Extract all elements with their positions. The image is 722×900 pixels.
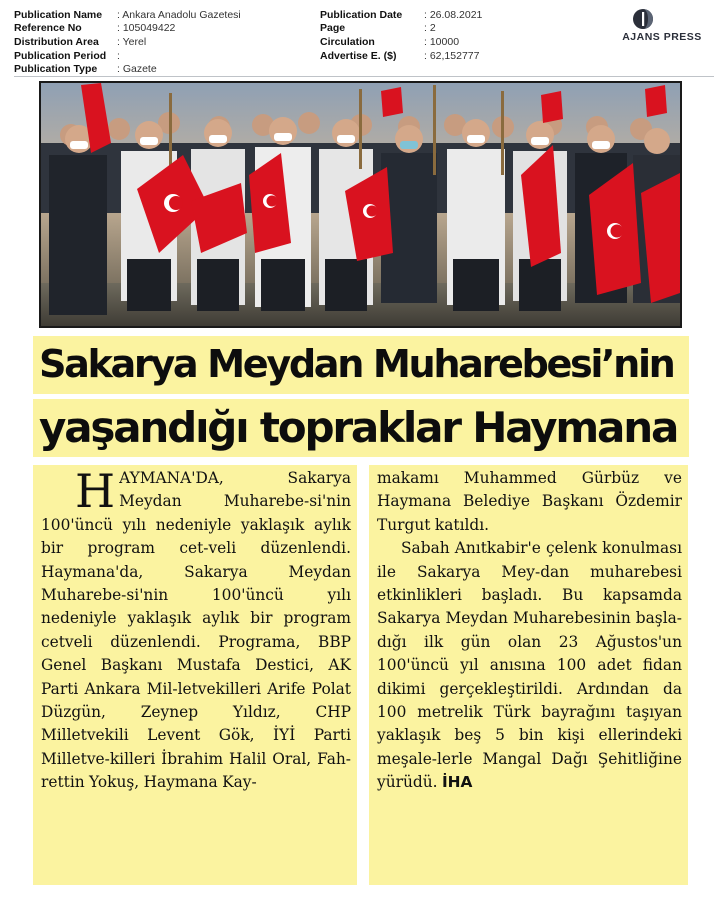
ajans-press-logo	[606, 6, 718, 42]
logo-text: AJANS PRESS	[622, 31, 702, 43]
metadata-row	[14, 35, 324, 49]
article-column-2	[369, 465, 688, 885]
metadata-row	[320, 22, 620, 36]
article-headline	[33, 336, 689, 461]
headline-line-2: yaşandığı topraklar Haymana	[33, 399, 689, 457]
metadata-value: : Gazete	[117, 63, 157, 76]
metadata-value: : Ankara Anadolu Gazetesi	[117, 8, 241, 21]
article-paragraph	[377, 467, 682, 537]
metadata-row	[14, 49, 324, 63]
metadata-value: : 2	[424, 22, 436, 35]
metadata-row	[320, 49, 620, 63]
headline-line-1: Sakarya Meydan Muharebesi’nin	[33, 336, 689, 394]
metadata-left-column	[14, 8, 324, 76]
crowd-with-turkish-flags-photo	[39, 81, 682, 328]
metadata-value: : 62,152777	[424, 49, 480, 62]
metadata-value: : 10000	[424, 35, 460, 48]
metadata-key: Page	[320, 22, 346, 35]
article-text: AYMANA'DA, Sakarya Meydan Muharebe-si'nin 100'üncü yılı nedeniyle yaklaşık aylık bir program cet-veli düzenlendi. Haymana'da, Sakarya Meydan Muharebe-si'nin 100'üncü yılı nedeniyle yaklaşık aylık bir program cetveli düzenlendi. Programa, BBP Genel Başkanı Mustafa Destici, AK Parti Ankara Mil-letvekilleri Arife Polat Düzgün, Zeynep Yıldız, CHP Milletvekili Levent Gök, İYİ Parti Milletve-killeri İbrahim Halil Oral, Fah-rettin Yokuş, Haymana Kay-	[41, 469, 351, 792]
ajans-press-globe-icon	[632, 8, 654, 30]
news-agency-credit: İHA	[441, 773, 473, 792]
header-divider	[14, 76, 714, 77]
metadata-key: Publication Name	[14, 8, 103, 21]
metadata-key: Publication Type	[14, 63, 98, 76]
metadata-right-column	[320, 8, 620, 62]
metadata-row	[14, 8, 324, 22]
metadata-value: :	[117, 49, 120, 62]
metadata-row	[14, 22, 324, 36]
publication-metadata	[14, 8, 614, 76]
metadata-value: : 105049422	[117, 22, 176, 35]
article-paragraph	[41, 467, 351, 795]
metadata-key: Publication Date	[320, 8, 403, 21]
drop-cap: H	[75, 465, 116, 518]
metadata-value: : 26.08.2021	[424, 8, 483, 21]
metadata-key: Circulation	[320, 35, 375, 48]
metadata-row	[14, 62, 324, 76]
metadata-key: Publication Period	[14, 49, 107, 62]
article-column-1	[33, 465, 357, 885]
metadata-row	[320, 35, 620, 49]
article-paragraph	[377, 537, 682, 794]
metadata-value: : Yerel	[117, 35, 147, 48]
metadata-row	[320, 8, 620, 22]
article-text: makamı Muhammed Gürbüz ve Haymana Belediye Başkanı Özdemir Turgut katıldı.	[377, 469, 682, 534]
metadata-key: Reference No	[14, 22, 82, 35]
article-text: Sabah Anıtkabir'e çelenk konulması ile Sakarya Mey-dan muharebesi etkinlikleri başladı. Bu kapsamda Sakarya Meydan Muharebesinin başla-dığı ilk gün olan 23 Ağustos'un 100'üncü yıl anısına 100 adet fidan dikimi gerçekleştirildi. Ardından da 100 metrelik Türk bayrağını taşıyan yaklaşık beş 5 bin kişi ellerindeki meşale-lerle Mangal Dağı Şehitliğine yürüdü.	[377, 539, 682, 792]
metadata-key: Distribution Area	[14, 35, 99, 48]
metadata-key: Advertise E. ($)	[320, 49, 397, 62]
